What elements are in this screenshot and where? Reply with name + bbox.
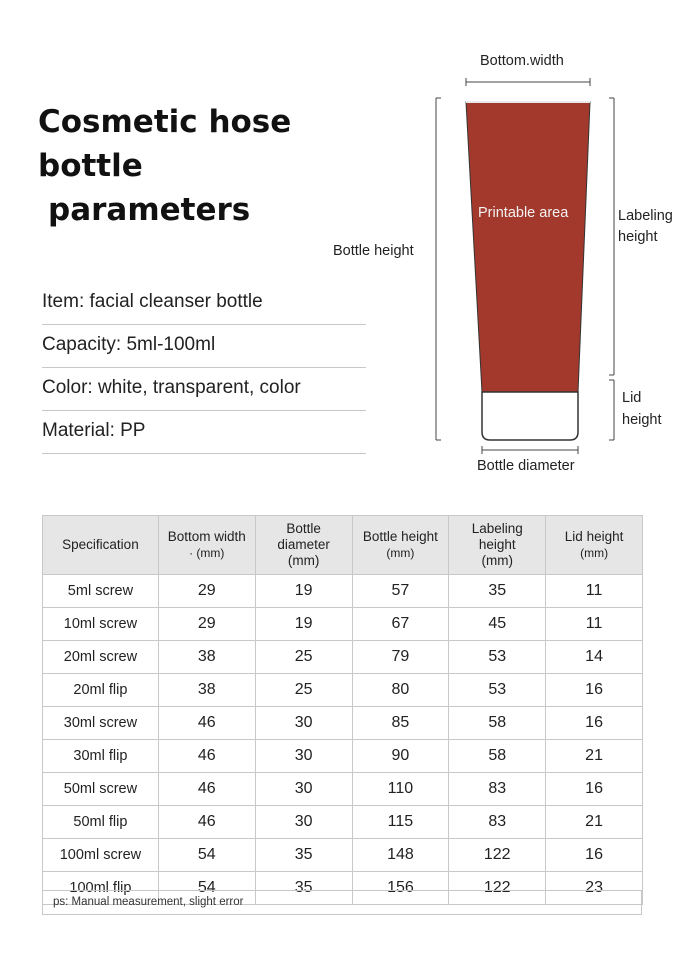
table-cell-value: 46 bbox=[158, 740, 255, 773]
bottle-diameter-label: Bottle diameter bbox=[477, 458, 575, 474]
bottom-width-label: Bottom.width bbox=[480, 53, 564, 69]
table-cell-value: 122 bbox=[449, 872, 546, 905]
table-cell-value: 30 bbox=[255, 806, 352, 839]
table-cell-value: 46 bbox=[158, 806, 255, 839]
table-cell-value: 25 bbox=[255, 641, 352, 674]
tube-body bbox=[466, 102, 590, 392]
table-cell-value: 30 bbox=[255, 707, 352, 740]
labeling-height-label-2: height bbox=[618, 229, 658, 245]
table-cell-value: 67 bbox=[352, 608, 449, 641]
table-cell-value: 85 bbox=[352, 707, 449, 740]
table-cell-specification: 100ml flip bbox=[43, 872, 159, 905]
table-cell-value: 16 bbox=[546, 707, 643, 740]
spec-color: Color: white, transparent, color bbox=[42, 370, 366, 411]
table-cell-value: 57 bbox=[352, 575, 449, 608]
table-cell-value: 58 bbox=[449, 740, 546, 773]
title-line-2: parameters bbox=[48, 192, 251, 228]
table-cell-value: 30 bbox=[255, 773, 352, 806]
table-cell-specification: 30ml flip bbox=[43, 740, 159, 773]
column-header-bottle-diameter: Bottle diameter (mm) bbox=[255, 516, 352, 575]
table-cell-value: 19 bbox=[255, 575, 352, 608]
title-line-1: Cosmetic hose bottle bbox=[38, 104, 292, 184]
table-row bbox=[43, 608, 643, 641]
table-cell-specification: 10ml screw bbox=[43, 608, 159, 641]
printable-area-label: Printable area bbox=[478, 205, 569, 221]
table-cell-value: 53 bbox=[449, 674, 546, 707]
table-cell-value: 83 bbox=[449, 806, 546, 839]
table-cell-value: 23 bbox=[546, 872, 643, 905]
table-cell-value: 11 bbox=[546, 575, 643, 608]
table-cell-value: 83 bbox=[449, 773, 546, 806]
table-cell-value: 11 bbox=[546, 608, 643, 641]
column-header-labeling-height: Labeling height (mm) bbox=[449, 516, 546, 575]
table-cell-value: 16 bbox=[546, 674, 643, 707]
column-header-bottle-height: Bottle height (mm) bbox=[352, 516, 449, 575]
table-row bbox=[43, 641, 643, 674]
table-cell-specification: 30ml screw bbox=[43, 707, 159, 740]
table-cell-value: 38 bbox=[158, 641, 255, 674]
table-cell-specification: 50ml flip bbox=[43, 806, 159, 839]
spec-material: Material: PP bbox=[42, 413, 366, 454]
table-cell-specification: 5ml screw bbox=[43, 575, 159, 608]
table-cell-value: 46 bbox=[158, 773, 255, 806]
table-cell-value: 21 bbox=[546, 740, 643, 773]
table-cell-value: 110 bbox=[352, 773, 449, 806]
table-cell-value: 46 bbox=[158, 707, 255, 740]
table-cell-value: 19 bbox=[255, 608, 352, 641]
spec-item: Item: facial cleanser bottle bbox=[42, 284, 366, 325]
lid-height-label-1: Lid bbox=[622, 390, 642, 406]
table-cell-value: 79 bbox=[352, 641, 449, 674]
table-cell-specification: 100ml screw bbox=[43, 839, 159, 872]
table-cell-value: 54 bbox=[158, 839, 255, 872]
table-cell-value: 16 bbox=[546, 839, 643, 872]
table-cell-value: 35 bbox=[449, 575, 546, 608]
table-cell-value: 54 bbox=[158, 872, 255, 905]
labeling-height-label-1: Labeling bbox=[618, 208, 673, 224]
table-cell-value: 14 bbox=[546, 641, 643, 674]
table-cell-value: 35 bbox=[255, 872, 352, 905]
bottle-height-label: Bottle height bbox=[333, 243, 414, 259]
column-header-specification: Specification bbox=[43, 516, 159, 575]
table-cell-value: 25 bbox=[255, 674, 352, 707]
table-cell-value: 21 bbox=[546, 806, 643, 839]
table-row bbox=[43, 575, 643, 608]
table-cell-value: 156 bbox=[352, 872, 449, 905]
table-cell-specification: 20ml screw bbox=[43, 641, 159, 674]
table-row bbox=[43, 674, 643, 707]
table-cell-value: 58 bbox=[449, 707, 546, 740]
table-cell-value: 122 bbox=[449, 839, 546, 872]
table-cell-value: 16 bbox=[546, 773, 643, 806]
table-cell-value: 29 bbox=[158, 575, 255, 608]
table-cell-specification: 20ml flip bbox=[43, 674, 159, 707]
table-row bbox=[43, 839, 643, 872]
column-header-bottom-width: Bottom width · (mm) bbox=[158, 516, 255, 575]
lid-height-label-2: height bbox=[622, 412, 662, 428]
table-row bbox=[43, 773, 643, 806]
specification-table bbox=[42, 515, 643, 905]
table-cell-value: 90 bbox=[352, 740, 449, 773]
column-header-lid-height: Lid height (mm) bbox=[546, 516, 643, 575]
bottle-cap bbox=[482, 392, 578, 440]
measurement-note: ps: Manual measurement, slight error bbox=[42, 890, 642, 915]
table-cell-value: 29 bbox=[158, 608, 255, 641]
table-row bbox=[43, 740, 643, 773]
table-cell-value: 45 bbox=[449, 608, 546, 641]
table-cell-value: 30 bbox=[255, 740, 352, 773]
table-cell-value: 80 bbox=[352, 674, 449, 707]
table-cell-value: 115 bbox=[352, 806, 449, 839]
table-row bbox=[43, 806, 643, 839]
table-cell-specification: 50ml screw bbox=[43, 773, 159, 806]
table-row bbox=[43, 707, 643, 740]
table-cell-value: 148 bbox=[352, 839, 449, 872]
table-cell-value: 38 bbox=[158, 674, 255, 707]
table-header-row bbox=[43, 516, 643, 575]
table-cell-value: 35 bbox=[255, 839, 352, 872]
table-cell-value: 53 bbox=[449, 641, 546, 674]
spec-capacity: Capacity: 5ml-100ml bbox=[42, 327, 366, 368]
